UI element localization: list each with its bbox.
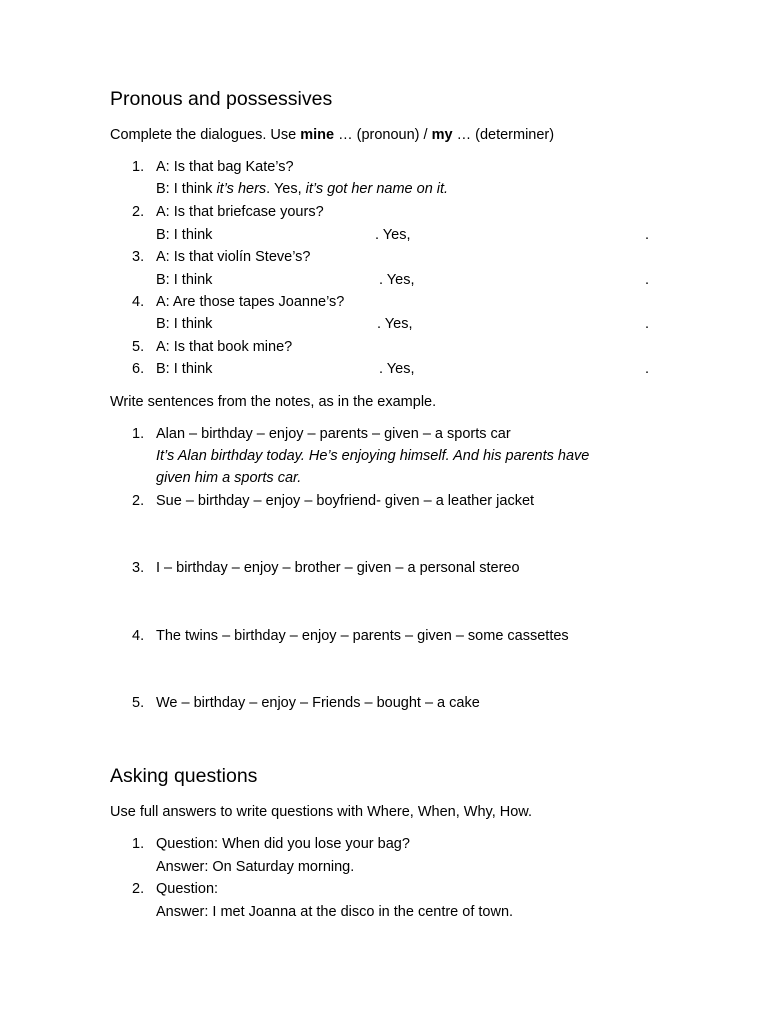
dialogue-line-b: B: I think bbox=[156, 227, 213, 243]
dialogue-end-dot: . bbox=[645, 227, 650, 243]
sentence-notes: Sue – birthday – enjoy – boyfriend- given – a leather jacket bbox=[156, 493, 535, 509]
instruction-sentences: Write sentences from the notes, as in the example. bbox=[110, 394, 437, 410]
section-title-pronouns: Pronous and possessives bbox=[110, 88, 333, 110]
dialogue-line-b: B: I think bbox=[156, 361, 213, 377]
instruction-questions: Use full answers to write questions with Where, When, Why, How. bbox=[110, 804, 532, 820]
list-number: 3. bbox=[132, 560, 145, 576]
list-number: 1. bbox=[132, 159, 145, 175]
dialogue-end-dot: . bbox=[645, 316, 650, 332]
question-line: Question: When did you lose your bag? bbox=[156, 836, 410, 852]
example-sentence-line: given him a sports car. bbox=[156, 470, 302, 486]
dialogue-line-a: A: Is that briefcase yours? bbox=[156, 204, 324, 220]
dialogue-end-dot: . bbox=[645, 361, 650, 377]
sentence-notes: The twins – birthday – enjoy – parents – given – some cassettes bbox=[156, 628, 569, 644]
dialogue-line-a: A: Is that violín Steve’s? bbox=[156, 249, 311, 265]
list-number: 5. bbox=[132, 339, 145, 355]
dialogue-line-b: B: I think bbox=[156, 272, 213, 288]
list-number: 1. bbox=[132, 426, 145, 442]
sentence-notes: I – birthday – enjoy – brother – given – a personal stereo bbox=[156, 560, 520, 576]
example-sentence-line: It’s Alan birthday today. He’s enjoying himself. And his parents have bbox=[156, 448, 590, 464]
dialogue-line-a: A: Is that bag Kate’s? bbox=[156, 159, 294, 175]
dialogue-yes: . Yes, bbox=[375, 227, 411, 243]
sentence-notes: Alan – birthday – enjoy – parents – given – a sports car bbox=[156, 426, 511, 442]
list-number: 4. bbox=[132, 628, 145, 644]
section-title-questions: Asking questions bbox=[110, 765, 258, 787]
dialogue-yes: . Yes, bbox=[379, 272, 415, 288]
list-number: 2. bbox=[132, 204, 145, 220]
list-number: 1. bbox=[132, 836, 145, 852]
dialogue-line-a: A: Is that book mine? bbox=[156, 339, 293, 355]
list-number: 4. bbox=[132, 294, 145, 310]
dialogue-line-b-example: B: I think it’s hers. Yes, it’s got her name on it. bbox=[156, 181, 449, 197]
question-line: Question: bbox=[156, 881, 219, 897]
list-number: 5. bbox=[132, 695, 145, 711]
dialogue-line-a: A: Are those tapes Joanne’s? bbox=[156, 294, 345, 310]
list-number: 6. bbox=[132, 361, 145, 377]
dialogue-yes: . Yes, bbox=[377, 316, 413, 332]
list-number: 2. bbox=[132, 881, 145, 897]
sentence-notes: We – birthday – enjoy – Friends – bought – a cake bbox=[156, 695, 480, 711]
instruction-dialogues: Complete the dialogues. Use mine … (pronoun) / my … (determiner) bbox=[110, 127, 555, 143]
dialogue-yes: . Yes, bbox=[379, 361, 415, 377]
answer-line: Answer: I met Joanna at the disco in the centre of town. bbox=[156, 904, 514, 920]
answer-line: Answer: On Saturday morning. bbox=[156, 859, 355, 875]
list-number: 3. bbox=[132, 249, 145, 265]
dialogue-line-b: B: I think bbox=[156, 316, 213, 332]
list-number: 2. bbox=[132, 493, 145, 509]
dialogue-end-dot: . bbox=[645, 272, 650, 288]
